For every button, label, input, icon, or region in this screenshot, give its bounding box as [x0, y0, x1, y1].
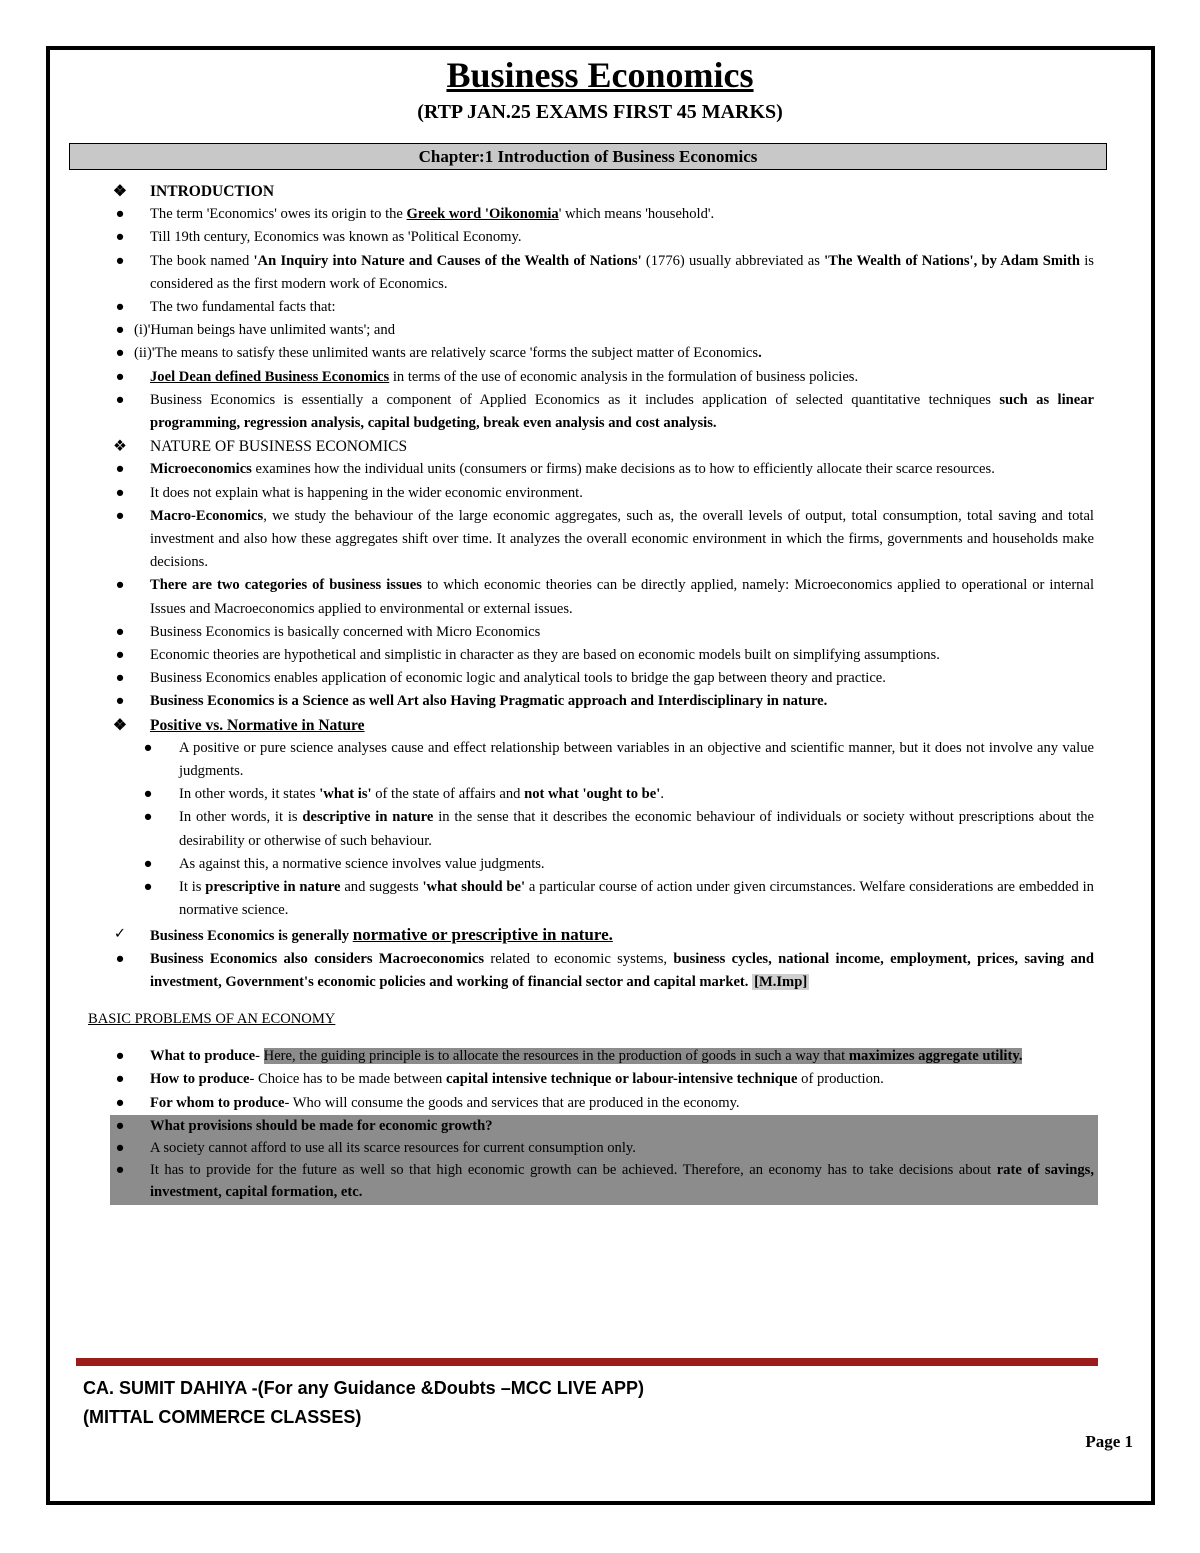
bullet-icon: ●	[115, 647, 125, 664]
bullet-icon: ●	[143, 786, 153, 803]
bullet-icon: ●	[143, 855, 153, 872]
bullet-icon: ●	[115, 1117, 125, 1134]
list-item: ● What provisions should be made for economic growth?	[110, 1115, 1098, 1138]
basic-problems-heading: BASIC PROBLEMS OF AN ECONOMY	[88, 1011, 336, 1028]
footer-author: CA. SUMIT DAHIYA -(For any Guidance &Doubts –MCC LIVE APP)	[83, 1378, 645, 1398]
list-item: ● It does not explain what is happening in the wider economic environment.	[0, 482, 1200, 505]
list-item: ● As against this, a normative science involves value judgments.	[0, 853, 1200, 876]
list-item: ● Microeconomics examines how the individual units (consumers or firms) make decisions as to how to efficiently allocate their scarce resources.	[0, 458, 1200, 481]
list-item: ● It has to provide for the future as well so that high economic growth can be achieved. Therefore, an economy has to take decisions about rate of savings, investment, capital formation, etc.	[110, 1159, 1098, 1203]
list-item: ● Economic theories are hypothetical and simplistic in character as they are based on economic models built on simplifying assumptions.	[0, 644, 1200, 667]
list-item: ● Business Economics also considers Macroeconomics related to economic systems, business cycles, national income, employment, prices, saving and investment, Government's economic policies and working of financial sector and capital market. [M.Imp]	[0, 948, 1200, 994]
page-number: Page 1	[1085, 1432, 1133, 1451]
list-item: ● The book named 'An Inquiry into Nature and Causes of the Wealth of Nations' (1776) usually abbreviated as 'The Wealth of Nations', by Adam Smith is considered as the first modern work of Economics.	[0, 250, 1200, 296]
list-item: ● Macro-Economics, we study the behaviour of the large economic aggregates, such as, the overall levels of output, total consumption, total saving and total investment and also how these aggregates shift over time. It analyzes the overall economic environment in which the firms, governments and households make decisions.	[0, 505, 1200, 575]
bullet-icon: ●	[115, 229, 125, 246]
list-item: ● Joel Dean defined Business Economics in terms of the use of economic analysis in the formulation of business policies.	[0, 366, 1200, 389]
footer-institute: (MITTAL COMMERCE CLASSES)	[83, 1407, 362, 1427]
list-item: ● (i)'Human beings have unlimited wants'; and	[0, 319, 1200, 342]
bullet-icon: ●	[115, 1048, 125, 1065]
chapter-banner: Chapter:1 Introduction of Business Economics	[69, 143, 1107, 170]
bullet-icon: ●	[115, 693, 125, 710]
list-item: ● Business Economics enables application of economic logic and analytical tools to bridge the gap between theory and practice.	[0, 667, 1200, 690]
list-item: ● A positive or pure science analyses cause and effect relationship between variables in an objective and scientific manner, but it does not involve any value judgments.	[0, 737, 1200, 783]
diamond-bullet-icon: ❖	[113, 716, 127, 734]
bullet-icon: ●	[115, 484, 125, 501]
bullet-icon: ●	[115, 391, 125, 408]
list-item: ● Till 19th century, Economics was known as 'Political Economy.	[0, 226, 1200, 249]
bullet-icon: ●	[115, 322, 125, 339]
list-item: ● What to produce- Here, the guiding principle is to allocate the resources in the production of goods in such a way that maximizes aggregate utility.	[0, 1045, 1200, 1068]
highlighted-block	[110, 1115, 1098, 1205]
bullet-icon: ●	[115, 368, 125, 385]
bullet-icon: ●	[143, 879, 153, 896]
bullet-icon: ●	[115, 507, 125, 524]
check-icon: ✓	[113, 925, 127, 942]
bullet-icon: ●	[115, 623, 125, 640]
footer-divider	[76, 1358, 1098, 1366]
positive-heading: ❖ Positive vs. Normative in Nature	[0, 714, 1200, 737]
intro-heading: ❖ INTRODUCTION	[0, 180, 1200, 203]
list-item: ● In other words, it is descriptive in nature in the sense that it describes the economic behaviour of individuals or society without prescriptions about the desirability or otherwise of such behaviour.	[0, 806, 1200, 852]
important-tag: [M.Imp]	[754, 973, 808, 990]
list-item: ● It is prescriptive in nature and suggests 'what should be' a particular course of action under given circumstances. Welfare considerations are embedded in normative science.	[0, 876, 1200, 922]
bullet-icon: ●	[115, 206, 125, 223]
diamond-bullet-icon: ❖	[113, 183, 127, 200]
bullet-icon: ●	[115, 950, 125, 967]
bullet-icon: ●	[115, 577, 125, 594]
list-item: ● The two fundamental facts that:	[0, 296, 1200, 319]
bullet-icon: ●	[143, 809, 153, 826]
list-item: ● In other words, it states 'what is' of the state of affairs and not what 'ought to be'.	[0, 783, 1200, 806]
content	[0, 180, 1200, 1205]
list-item: ● Business Economics is basically concerned with Micro Economics	[0, 621, 1200, 644]
bullet-icon: ●	[115, 670, 125, 687]
list-item: ● (ii)'The means to satisfy these unlimited wants are relatively scarce 'forms the subject matter of Economics.	[0, 342, 1200, 365]
bullet-icon: ●	[143, 739, 153, 756]
bullet-icon: ●	[115, 1161, 125, 1178]
bullet-icon: ●	[115, 299, 125, 316]
bullet-icon: ●	[115, 252, 125, 269]
list-item: ● The term 'Economics' owes its origin to the Greek word 'Oikonomia' which means 'household'.	[0, 203, 1200, 226]
bullet-icon: ●	[115, 1071, 125, 1088]
list-item: ✓ Business Economics is generally normative or prescriptive in nature.	[0, 923, 1200, 948]
diamond-bullet-icon: ❖	[113, 438, 127, 456]
bullet-icon: ●	[115, 1094, 125, 1111]
bullet-icon: ●	[115, 345, 125, 362]
list-item: ● How to produce- Choice has to be made between capital intensive technique or labour-intensive technique of production.	[0, 1068, 1200, 1091]
list-item: ● Business Economics is a Science as well Art also Having Pragmatic approach and Interdisciplinary in nature.	[0, 690, 1200, 713]
page-subtitle: (RTP JAN.25 EXAMS FIRST 45 MARKS)	[417, 101, 783, 123]
list-item: ● For whom to produce- Who will consume the goods and services that are produced in the economy.	[0, 1092, 1200, 1115]
list-item: ● A society cannot afford to use all its scarce resources for current consumption only.	[110, 1138, 1098, 1159]
bullet-icon: ●	[115, 461, 125, 478]
page-title: Business Economics	[446, 55, 754, 95]
bullet-icon: ●	[115, 1139, 125, 1156]
list-item: ● Business Economics is essentially a component of Applied Economics as it includes application of selected quantitative techniques such as linear programming, regression analysis, capital budgeting, break even analysis and cost analysis.	[0, 389, 1200, 435]
nature-heading: ❖ NATURE OF BUSINESS ECONOMICS	[0, 435, 1200, 458]
list-item: ● There are two categories of business issues to which economic theories can be directly applied, namely: Microeconomics applied to operational or internal Issues and Macroeconomics applied to environmental or external issues.	[0, 574, 1200, 620]
